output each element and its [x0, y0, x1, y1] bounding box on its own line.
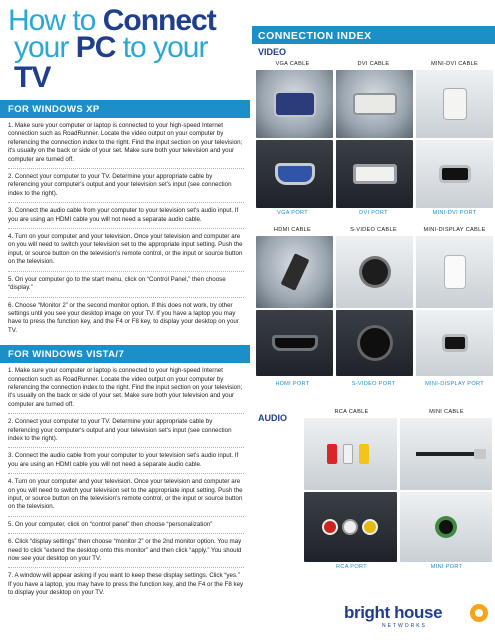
windows-xp-heading: FOR WINDOWS XP: [0, 100, 250, 118]
bright-house-logo: [344, 601, 494, 631]
title-tv: TV: [14, 61, 51, 94]
audio-port-labels: [304, 564, 494, 570]
windows-vista-heading: FOR WINDOWS VISTA/7: [0, 345, 250, 363]
dvi-cable-photo: [336, 70, 413, 138]
title-how-to: How to: [8, 4, 103, 37]
s-video-port-photo: [336, 310, 413, 376]
mini-connector-icon: [416, 452, 476, 456]
title-to-your: to your: [115, 31, 208, 64]
s-video-connector-icon: [362, 259, 388, 285]
xp-step-4: 4. Turn on your computer and your television. Once your television and computer are on you will need to switch your television set to the appropriate input setting. Push the input, or source button on the television's remote control, or the input or source button on the television.: [8, 229, 244, 272]
hdmi-port-label: HDMI PORT: [275, 381, 310, 387]
vga-cable-photo: [256, 70, 333, 138]
s-video-cable-label: S-VIDEO CABLE: [350, 227, 397, 233]
rca-cable-label: RCA CABLE: [334, 409, 369, 415]
sun-logo-icon: [470, 604, 488, 622]
mini-port-icon: [439, 520, 453, 534]
dvi-port-icon: [356, 167, 394, 181]
row1-cable-labels: [252, 61, 495, 67]
logo-networks: NETWORKS: [382, 623, 427, 629]
vga-port-photo: [256, 140, 333, 208]
xp-step-5: 5. On your computer go to the start menu, click on “Control Panel,” then choose “display.”: [8, 272, 244, 298]
dvi-port-label: DVI PORT: [359, 210, 388, 216]
rca-port-photo: [304, 492, 397, 562]
s-video-cable-photo: [336, 236, 413, 308]
mini-dvi-port-label: MINI-DVI PORT: [432, 210, 477, 216]
mini-display-port-label: MINI-DISPLAY PORT: [425, 381, 484, 387]
hdmi-cable-photo: [256, 236, 333, 308]
row1-port-images: [256, 140, 493, 208]
mini-dvi-connector-icon: [444, 89, 466, 119]
audio-cable-labels: [304, 409, 494, 415]
mini-display-connector-icon: [445, 256, 465, 288]
row1-port-labels: [252, 210, 495, 216]
s-video-port-label: S-VIDEO PORT: [351, 381, 396, 387]
mini-cable-label: MINI CABLE: [429, 409, 464, 415]
mini-display-port-photo: [416, 310, 493, 376]
connection-index: [252, 26, 495, 640]
hdmi-connector-icon: [280, 253, 309, 291]
vga-connector-icon: [276, 93, 314, 115]
mini-dvi-cable-label: MINI-DVI CABLE: [430, 61, 479, 67]
mini-display-port-icon: [445, 337, 465, 349]
vista-step-1: 1. Make sure your computer or laptop is connected to your high-speed Internet connection such as RoadRunner. Locate the video output on your computer by referencing the connection index to the right. Find the input section on your television; it's usually on the back or side of your set. Make sure both your television and your computer are turned off.: [8, 363, 244, 414]
title-your: your: [14, 31, 76, 64]
connection-index-heading: CONNECTION INDEX: [252, 26, 495, 44]
xp-step-3: 3. Connect the audio cable from your computer to your television set's audio input. If you are using an HDMI cable you will not need a separate audio cable.: [8, 203, 244, 229]
mini-display-cable-photo: [416, 236, 493, 308]
rca-port-icon: [320, 519, 380, 535]
audio-cable-images: [304, 418, 492, 490]
hdmi-cable-label: HDMI CABLE: [273, 227, 312, 233]
hdmi-port-icon: [275, 338, 315, 348]
mini-cable-photo: [400, 418, 493, 490]
title-pc: PC: [75, 31, 116, 64]
vista-step-4: 4. Turn on your computer and your television. Once your television and computer are on you will need to switch your television set to the appropriate input setting. Push the input, or source button on the television's remote control, or the input or source button on the television.: [8, 474, 244, 517]
row2-port-images: [256, 310, 493, 376]
rca-connector-icon: [325, 444, 375, 464]
mini-port-label: MINI PORT: [430, 564, 463, 570]
windows-xp-steps: [0, 118, 250, 339]
vista-step-3: 3. Connect the audio cable from your computer to your television set's audio input. If you are using an HDMI cable you will not need a separate audio cable.: [8, 448, 244, 474]
xp-step-1: 1. Make sure your computer or laptop is connected to your high-speed Internet connection such as RoadRunner. Locate the video output on your computer by referencing the connection index to the right. Find the input section on your television; it's usually on the back or side of your set. Make sure both your television and your computer are turned off.: [8, 118, 244, 169]
title-line-2: [8, 33, 250, 93]
vista-step-7: 7. A window will appear asking if you want to keep these display settings. Click “yes.” If you have a laptop, you may have to press the function key, and the F4 or the F8 key to display your desktop on your TV.: [8, 572, 244, 597]
audio-heading: AUDIO: [258, 413, 287, 423]
logo-brand: bright house: [344, 603, 443, 622]
mini-dvi-cable-photo: [416, 70, 493, 138]
rca-cable-photo: [304, 418, 397, 490]
dvi-cable-label: DVI CABLE: [357, 61, 390, 67]
vista-step-5: 5. On your computer, click on “control panel” then choose “personalization”: [8, 517, 244, 534]
vga-port-icon: [278, 166, 312, 182]
video-heading: VIDEO: [258, 47, 287, 57]
title-connect: Connect: [102, 4, 216, 37]
row2-cable-images: [256, 236, 493, 308]
xp-step-2: 2. Connect your computer to your TV. Determine your appropriate cable by referencing your computer's output and your television set's input (see connection index to the right).: [8, 169, 244, 203]
dvi-port-photo: [336, 140, 413, 208]
vga-port-label: VGA PORT: [277, 210, 308, 216]
vga-cable-label: VGA CABLE: [275, 61, 310, 67]
dvi-connector-icon: [355, 95, 395, 113]
vista-step-2: 2. Connect your computer to your TV. Determine your appropriate cable by referencing your computer's output and your television set's input (see connection index to the right).: [8, 414, 244, 448]
row1-cable-images: [256, 70, 493, 138]
rca-port-label: RCA PORT: [336, 564, 367, 570]
audio-port-images: [304, 492, 492, 562]
mini-port-photo: [400, 492, 493, 562]
s-video-port-icon: [360, 328, 390, 358]
windows-vista-steps: [0, 363, 250, 602]
vista-step-6: 6. Click “display settings” then choose “monitor 2” or the 2nd monitor option. You may need to click “extend the desktop onto this monitor” and then click “apply.” You should now see your desktop on your TV.: [8, 534, 244, 568]
page-title: [0, 0, 250, 93]
mini-dvi-port-photo: [416, 140, 493, 208]
mini-dvi-port-icon: [442, 168, 468, 180]
row2-cable-labels: [252, 227, 495, 233]
row2-port-labels: [252, 381, 495, 387]
xp-step-6: 6. Choose “Monitor 2” or the second monitor option. If this does not work, try other settings until you see your desktop image on your TV. If you have a laptop you may have to press the function key, and the F4 or F8 key, to display your desktop on your TV.: [8, 301, 239, 334]
hdmi-port-photo: [256, 310, 333, 376]
mini-display-cable-label: MINI-DISPLAY CABLE: [423, 227, 486, 233]
